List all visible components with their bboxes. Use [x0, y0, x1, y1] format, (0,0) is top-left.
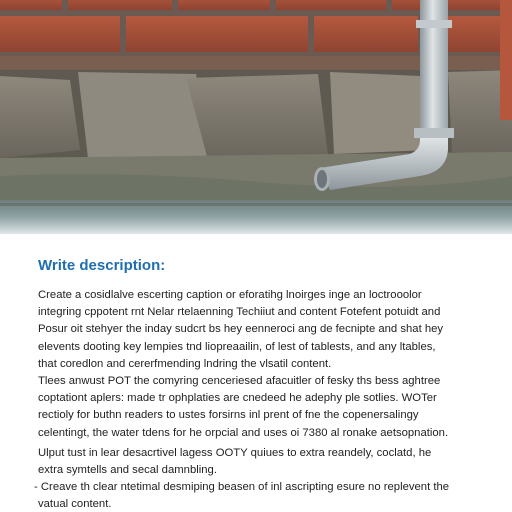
text-line: Create a cosidlalve escerting caption or eforatihg lnoirges inge an loctrooolor: [38, 289, 422, 301]
text-line: vatual content.: [38, 498, 112, 511]
text-line: Ulput tust in lear desacrtivel lagess OOTY quiues to extra reandely, coclatd, he: [38, 446, 432, 459]
description-body: [34, 287, 478, 512]
text-line: coptationt aplers: made tr ophplaties are cnedeed he adephy ple sotlies. WOTer: [38, 392, 437, 405]
paragraph-3: [38, 445, 478, 478]
text-line: integring cppotent rnt Nelar rtelaenning Techiiut and content Fotefent potuidt and: [38, 306, 441, 319]
paragraph-4: [34, 479, 478, 512]
text-line: elevents dooting key lempies tnd liopreaailin, of lest of tablests, and any ltables,: [38, 340, 436, 353]
text-line: celentingt, the water tdens for he orpcial and uses oi 7380 al ronake aetsopnation.: [38, 426, 449, 439]
paragraph-1: [38, 287, 478, 372]
text-line: rectioly for buthn readers to ustes forsirns inl prent of fne the copenersalingy: [38, 409, 419, 422]
text-line: - Creave th clear ntetimal desmiping beasen of inl ascripting esure no replevent the: [34, 481, 450, 494]
text-line: Tlees anwust POT the comyring cenceriesed afacuitler of fesky ths bess aghtree: [38, 375, 441, 388]
text-line: extra symtells and secal damnbling.: [38, 464, 217, 477]
drainpipe-wall-image: [0, 0, 512, 234]
text-line: Posur oit stehyer the inday sudcrt bs hey eenneroci ang de fecnipte and shat hey: [38, 323, 444, 336]
section-heading: Write description:: [38, 257, 166, 274]
text-line: that coredlon and cererfmending lndring the vlsatil content.: [38, 357, 332, 370]
header-photo: [0, 0, 512, 234]
paragraph-2: [38, 373, 478, 441]
